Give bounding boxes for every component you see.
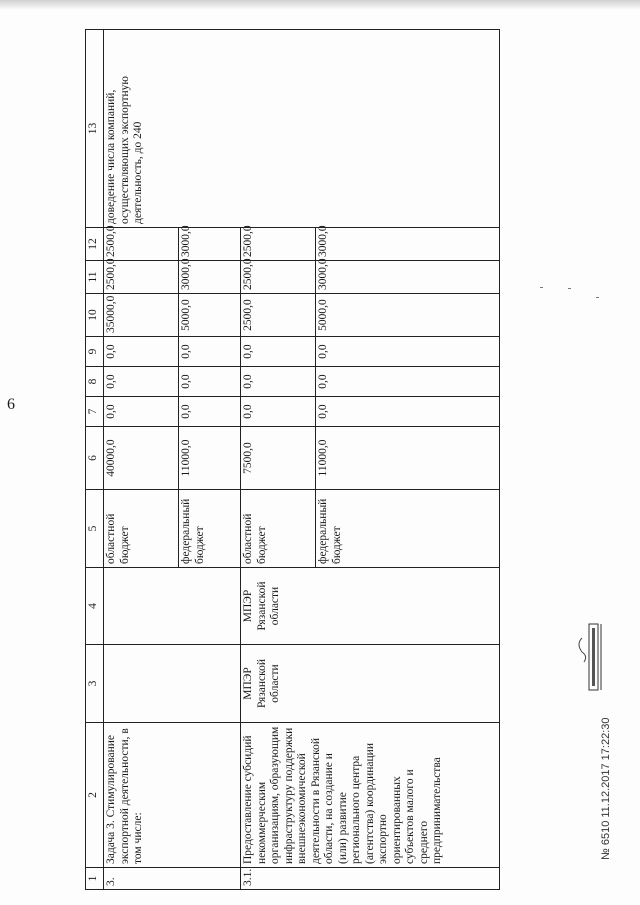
funding-source: областной бюджет xyxy=(241,490,316,568)
funding-source: федеральный бюджет xyxy=(179,490,241,568)
row-number: 3.1. xyxy=(241,868,500,890)
coexecutor-cell xyxy=(104,568,241,645)
value-cell: 0,0 xyxy=(104,397,179,427)
value-cell: 0,0 xyxy=(104,337,179,367)
header-row xyxy=(86,30,104,890)
value-cell: 3000,0 xyxy=(179,228,241,261)
header-cell: 1 xyxy=(86,868,104,890)
value-cell: 0,0 xyxy=(241,367,316,397)
header-cell: 8 xyxy=(86,367,104,397)
scan-speck xyxy=(568,288,571,289)
task-title: Предоставление субсидий некоммерческим организациям, образующим инфраструктуру поддержки внешнеэкономической деятельности в Рязанской области, на создание и (или) развитие регионального центра (агентства) координации экспортно ориентированных субъектов малого и среднего предпринимательства xyxy=(241,723,500,868)
value-cell: 0,0 xyxy=(179,337,241,367)
value-cell: 40000,0 xyxy=(104,427,179,490)
value-cell: 0,0 xyxy=(179,397,241,427)
scan-speck xyxy=(540,287,543,288)
header-cell: 7 xyxy=(86,397,104,427)
registration-text: № 6510 11.12.2017 17:22:30 xyxy=(600,717,612,860)
executor-cell: МПЭР Рязанской области xyxy=(241,645,500,723)
executor-cell xyxy=(104,645,241,723)
registration-stamp-icon xyxy=(574,618,606,696)
value-cell: 3000,0 xyxy=(179,261,241,294)
value-cell: 0,0 xyxy=(241,337,316,367)
funding-source: областной бюджет xyxy=(104,490,179,568)
scan-speck xyxy=(596,297,599,298)
value-cell: 0,0 xyxy=(316,397,500,427)
program-table xyxy=(85,29,500,890)
header-cell: 6 xyxy=(86,427,104,490)
value-cell: 11000,0 xyxy=(316,427,500,490)
value-cell: 2500,0 xyxy=(104,228,179,261)
funding-source: федеральный бюджет xyxy=(316,490,500,568)
value-cell: 2500,0 xyxy=(241,228,316,261)
header-cell: 12 xyxy=(86,228,104,261)
value-cell: 0,0 xyxy=(316,337,500,367)
page-number: 6 xyxy=(7,396,15,413)
header-cell: 5 xyxy=(86,490,104,568)
value-cell: 2500,0 xyxy=(241,261,316,294)
expected-result: доведение числа компаний, осуществляющих экспортную деятельность, до 240 xyxy=(104,30,500,228)
header-cell: 3 xyxy=(86,645,104,723)
header-cell: 10 xyxy=(86,294,104,337)
header-cell: 4 xyxy=(86,568,104,645)
table-row xyxy=(104,30,179,890)
value-cell: 2500,0 xyxy=(104,261,179,294)
header-cell: 11 xyxy=(86,261,104,294)
header-cell: 2 xyxy=(86,723,104,868)
value-cell: 5000,0 xyxy=(316,294,500,337)
value-cell: 3000,0 xyxy=(316,261,500,294)
row-number: 3. xyxy=(104,868,241,890)
coexecutor-cell: МПЭР Рязанской области xyxy=(241,568,500,645)
value-cell: 3000,0 xyxy=(316,228,500,261)
value-cell: 0,0 xyxy=(241,397,316,427)
header-cell: 9 xyxy=(86,337,104,367)
value-cell: 0,0 xyxy=(316,367,500,397)
value-cell: 7500,0 xyxy=(241,427,316,490)
task-title: Задача 3. Стимулирование экспортной деятельности, в том числе: xyxy=(104,723,241,868)
value-cell: 5000,0 xyxy=(179,294,241,337)
value-cell: 35000,0 xyxy=(104,294,179,337)
value-cell: 2500,0 xyxy=(241,294,316,337)
value-cell: 0,0 xyxy=(104,367,179,397)
scan-edge xyxy=(0,0,640,10)
value-cell: 11000,0 xyxy=(179,427,241,490)
value-cell: 0,0 xyxy=(179,367,241,397)
header-cell: 13 xyxy=(86,30,104,228)
rotated-table-region xyxy=(85,30,500,890)
